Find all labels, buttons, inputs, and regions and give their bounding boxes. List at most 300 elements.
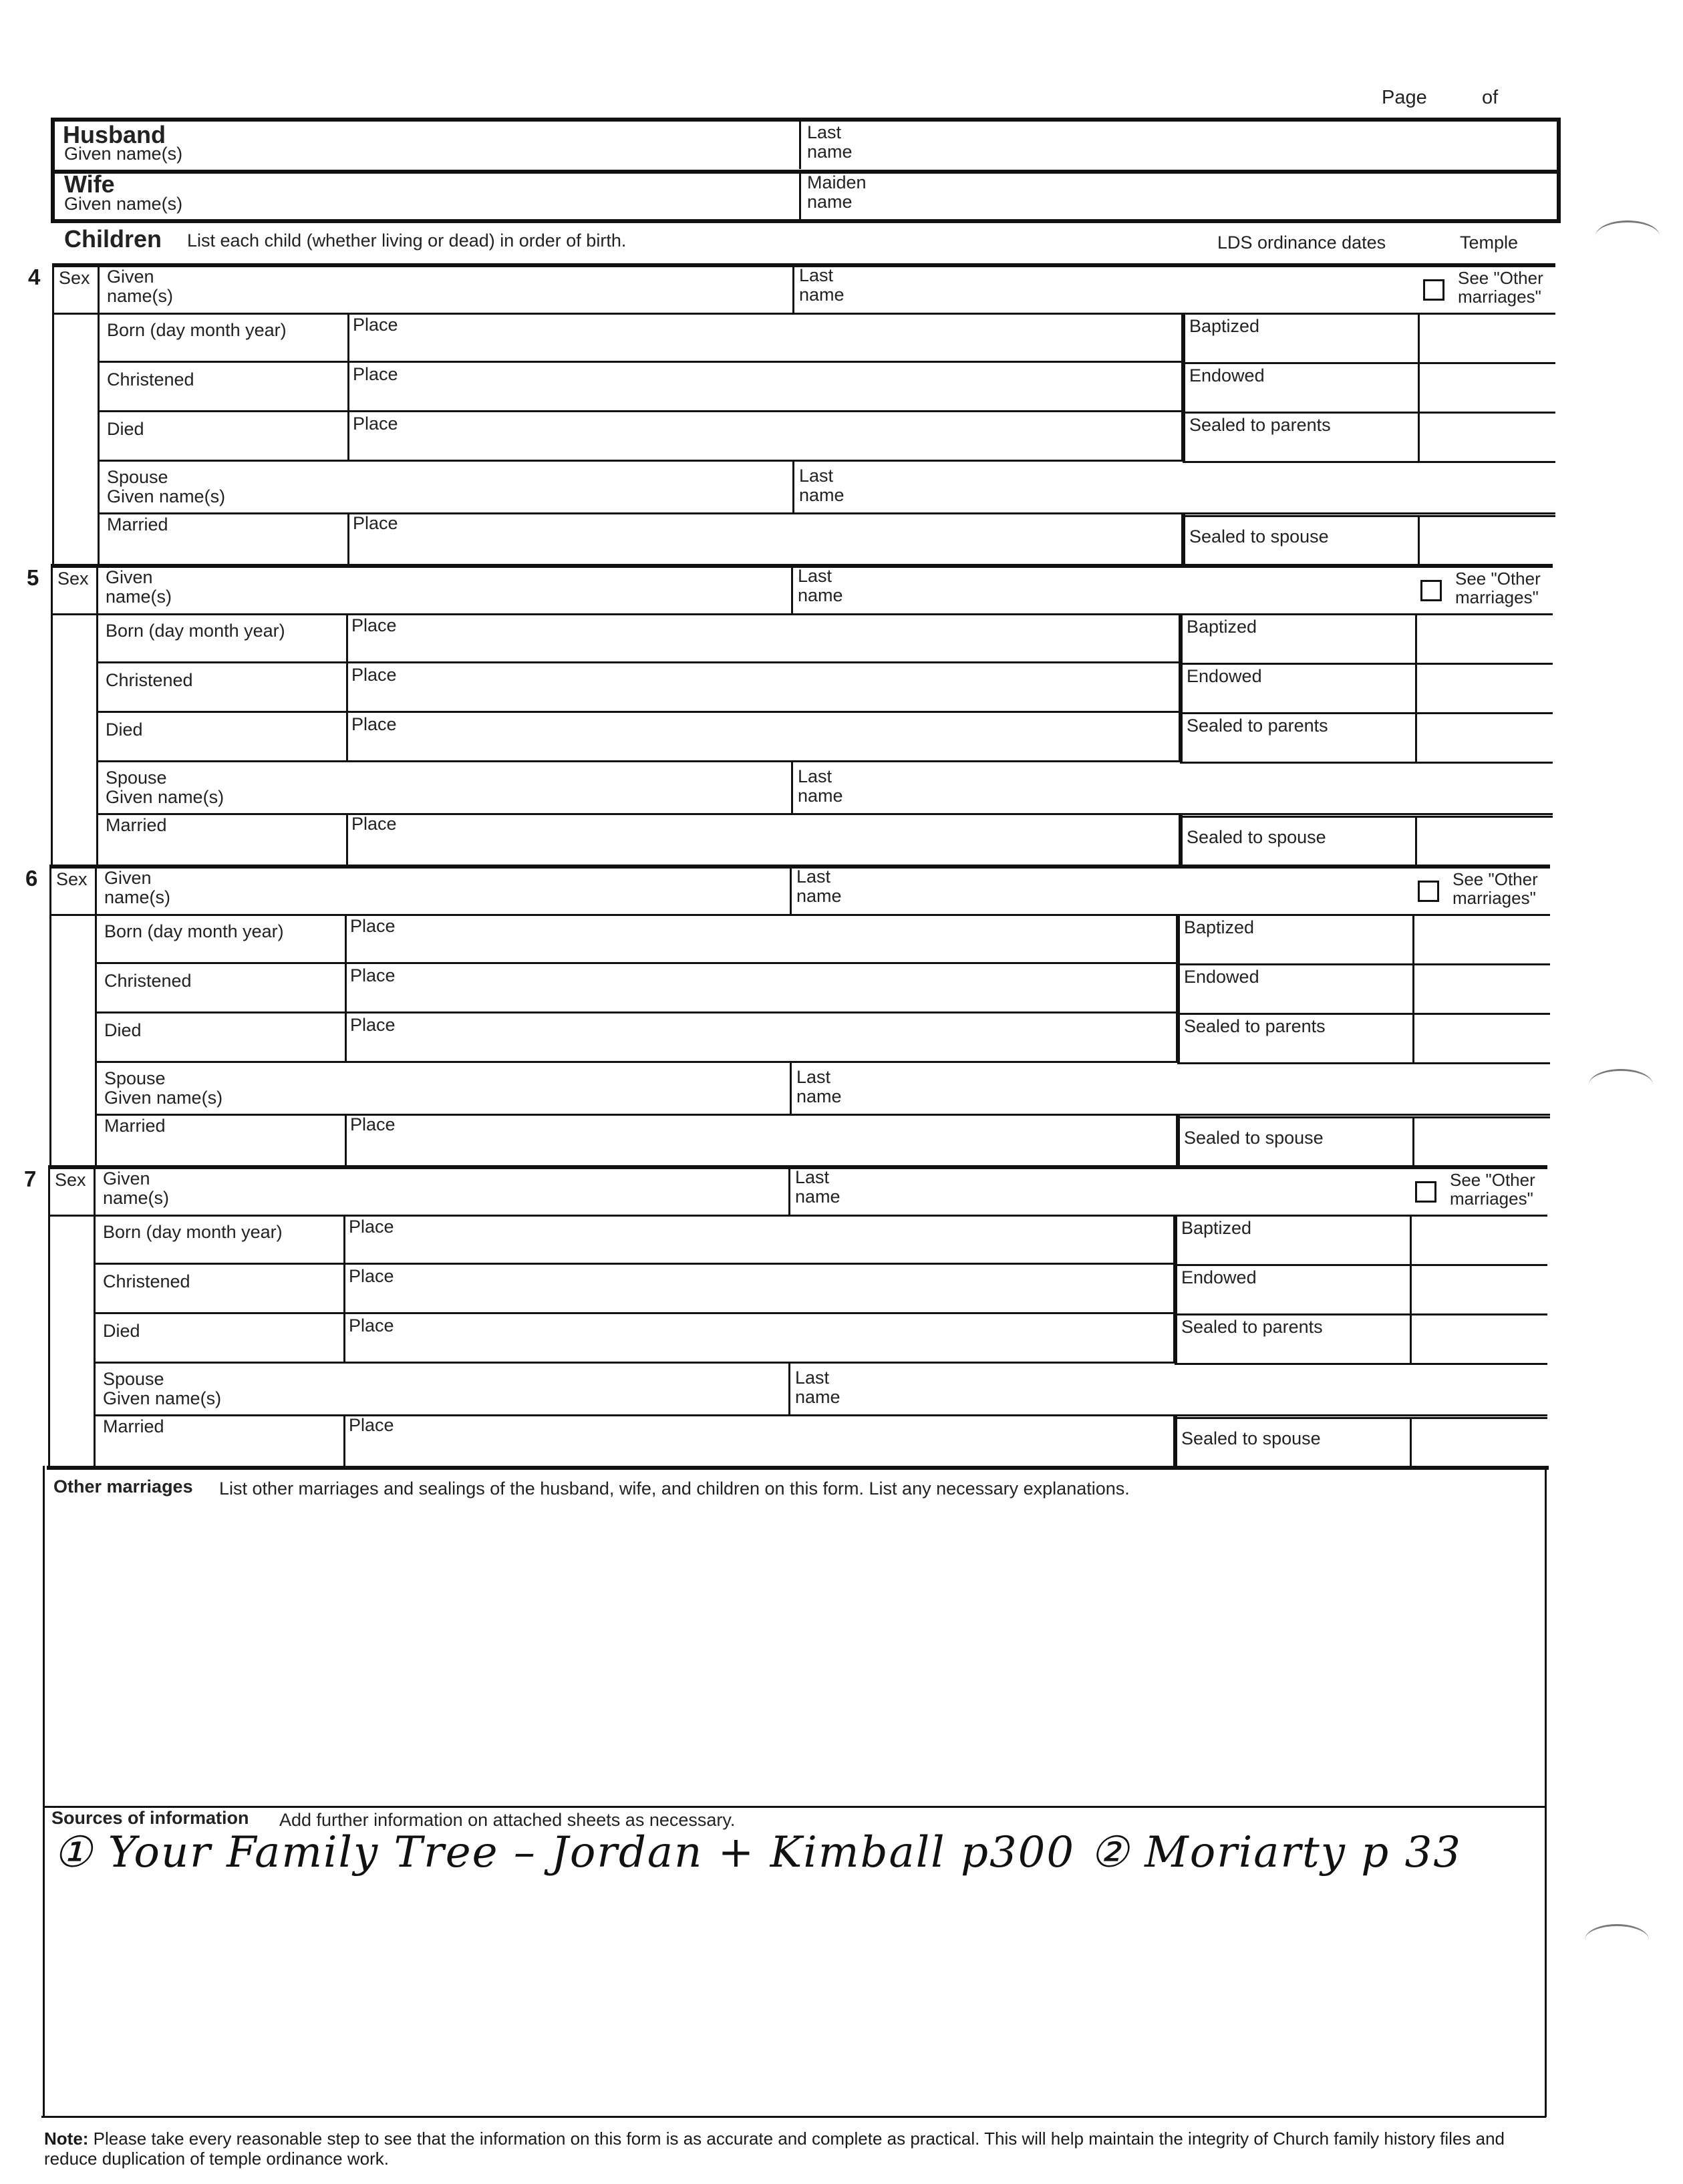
baptized-label: Baptized: [1184, 917, 1255, 937]
endowed-temple-field[interactable]: [1423, 367, 1550, 406]
binder-hole-mark: [1585, 1924, 1649, 1956]
born-label: Born (day month year): [107, 320, 287, 340]
born-place-label: Place: [350, 916, 396, 936]
row-line: [94, 1362, 1175, 1364]
died-place-field[interactable]: [417, 1018, 1167, 1054]
child-given-label: Given name(s): [107, 267, 174, 306]
given-last-divider: [791, 762, 793, 813]
sealed_parents-temple-field[interactable]: [1415, 1319, 1542, 1358]
married-place-label: Place: [350, 1114, 396, 1134]
child-inner-border: [96, 613, 98, 865]
lower-right-border: [1545, 1466, 1547, 2117]
sealed_parents-date-field[interactable]: [1189, 437, 1410, 457]
married-place-label: Place: [351, 814, 397, 834]
sealed_parents-temple-field[interactable]: [1418, 1018, 1545, 1057]
row-line: [94, 1414, 1547, 1416]
married-label: Married: [104, 1116, 166, 1136]
ordinance-divider: [1181, 313, 1185, 362]
temple-divider: [1415, 712, 1417, 762]
row-line: [1183, 412, 1555, 414]
christened-place-field[interactable]: [420, 367, 1172, 404]
married-date-field[interactable]: [203, 1438, 342, 1461]
sex-divider: [96, 565, 98, 613]
couple-divider: [799, 120, 801, 169]
married-label: Married: [107, 514, 168, 534]
married-date-field[interactable]: [207, 536, 346, 559]
other-marriages-field[interactable]: [49, 1505, 1543, 1802]
married-label: Married: [103, 1416, 164, 1436]
wife-title: Wife: [64, 170, 115, 198]
born-place-field[interactable]: [417, 919, 1167, 955]
temple-divider: [1410, 1264, 1412, 1313]
child-given-field[interactable]: [206, 569, 784, 609]
row-line: [52, 313, 1555, 315]
christened-place-field[interactable]: [418, 668, 1169, 704]
christened-date-field[interactable]: [321, 389, 346, 408]
row-line: [96, 760, 1180, 762]
temple-divider: [1418, 313, 1420, 362]
row-line: [1183, 515, 1555, 517]
row-line: [1180, 663, 1553, 665]
baptized-label: Baptized: [1181, 1218, 1252, 1238]
sex-label: Sex: [56, 869, 88, 889]
spouse-given-label: Spouse Given name(s): [104, 1068, 223, 1108]
born-label: Born (day month year): [104, 921, 284, 941]
given-last-divider: [790, 866, 792, 914]
died-place-label: Place: [349, 1315, 394, 1336]
child-left-border: [49, 866, 51, 1165]
child-inner-border: [94, 1215, 96, 1466]
christened-date-field[interactable]: [319, 689, 345, 708]
row-line: [1180, 816, 1553, 818]
sealed_parents-label: Sealed to parents: [1187, 716, 1328, 736]
temple-divider: [1415, 613, 1417, 663]
ordinance-divider: [1179, 663, 1183, 712]
row-line: [95, 1114, 1550, 1116]
place-divider: [347, 313, 349, 362]
lds-ordinance-dates-label: LDS ordinance dates: [1217, 232, 1386, 253]
given-last-divider: [791, 565, 793, 613]
row-line: [1175, 1264, 1547, 1266]
born-date-field[interactable]: [321, 339, 346, 358]
ordinance-divider: [1179, 613, 1183, 663]
couple-divider: [799, 172, 801, 221]
married-date-field[interactable]: [204, 1138, 343, 1160]
ordinance-divider: [1176, 1114, 1180, 1165]
christened-place-field[interactable]: [416, 1269, 1164, 1305]
married-place-field[interactable]: [417, 1119, 1167, 1159]
wife-maiden-label: Maiden name: [807, 172, 867, 212]
place-divider: [343, 1264, 345, 1313]
ordinance-divider: [1181, 362, 1185, 412]
children-bottom-line: [47, 1466, 1549, 1470]
christened-place-label: Place: [351, 665, 397, 685]
given-last-divider: [792, 461, 794, 512]
binder-hole-mark: [1589, 1069, 1653, 1100]
place-divider: [345, 963, 347, 1013]
born-label: Born (day month year): [106, 621, 285, 641]
child-left-border: [51, 565, 53, 865]
row-line: [1175, 1363, 1547, 1365]
christened-place-label: Place: [350, 965, 396, 985]
spouse-given-field[interactable]: [259, 767, 784, 807]
married-place-field[interactable]: [418, 818, 1169, 859]
other-marriages-checkbox[interactable]: [1418, 881, 1439, 902]
sealed-spouse-temple-field[interactable]: [1415, 1420, 1542, 1460]
sealed_parents-date-field[interactable]: [1184, 1038, 1404, 1058]
row-line: [98, 410, 1183, 412]
married-date-field[interactable]: [206, 837, 345, 860]
endowed-label: Endowed: [1181, 1267, 1257, 1287]
endowed-date-field[interactable]: [1189, 387, 1410, 408]
temple-divider: [1412, 963, 1414, 1013]
christened-place-label: Place: [353, 364, 398, 384]
see-other-marriages-label: See "Other marriages": [1452, 869, 1538, 908]
row-line: [95, 962, 1177, 964]
died-date-field[interactable]: [317, 1340, 342, 1359]
sealed_parents-label: Sealed to parents: [1184, 1016, 1326, 1036]
page-label: Page: [1382, 87, 1427, 108]
row-line: [1183, 362, 1555, 364]
sex-field[interactable]: [55, 588, 95, 611]
sources-title: Sources of information: [51, 1808, 249, 1828]
given-last-divider: [792, 265, 794, 313]
child-last-label: Last name: [796, 867, 842, 906]
row-line: [95, 1061, 1177, 1063]
temple-divider: [1412, 1116, 1414, 1165]
child-last-label: Last name: [799, 265, 845, 305]
see-other-marriages-label: See "Other marriages": [1458, 268, 1543, 307]
baptized-temple-field[interactable]: [1420, 619, 1547, 657]
baptized-label: Baptized: [1187, 617, 1257, 637]
other-marriages-checkbox[interactable]: [1415, 1181, 1436, 1203]
row-line: [96, 661, 1180, 663]
row-line: [1177, 1116, 1550, 1118]
child-given-label: Given name(s): [104, 868, 171, 907]
married-place-field[interactable]: [416, 1420, 1164, 1460]
spouse-last-field[interactable]: [863, 1068, 1537, 1108]
christened-date-field[interactable]: [317, 1291, 342, 1309]
binder-hole-mark: [1595, 220, 1660, 252]
of-label: of: [1482, 87, 1499, 108]
other-marriages-bottom-line: [43, 1806, 1546, 1808]
born-place-label: Place: [349, 1217, 394, 1237]
christened-label: Christened: [103, 1271, 190, 1291]
child-given-label: Given name(s): [103, 1168, 170, 1208]
temple-divider: [1415, 816, 1417, 865]
row-line: [98, 361, 1183, 363]
form-top-border: [52, 118, 1561, 122]
see-other-marriages-label: See "Other marriages": [1455, 569, 1541, 607]
temple-divider: [1415, 663, 1417, 712]
christened-date-field[interactable]: [318, 990, 343, 1009]
died-place-field[interactable]: [420, 417, 1172, 453]
sealed_parents-label: Sealed to parents: [1189, 415, 1331, 435]
temple-divider: [1410, 1215, 1412, 1264]
row-line: [94, 1312, 1175, 1314]
row-line: [95, 1011, 1177, 1013]
child-last-label: Last name: [795, 1167, 840, 1207]
child-left-border: [48, 1166, 50, 1466]
row-line: [1180, 762, 1553, 764]
temple-label: Temple: [1460, 232, 1519, 253]
temple-divider: [1412, 1013, 1414, 1062]
child-number: 5: [27, 565, 39, 590]
sealed-spouse-temple-field[interactable]: [1420, 818, 1547, 859]
row-line: [1177, 963, 1550, 965]
sex-label: Sex: [55, 1170, 86, 1190]
spouse-given-label: Spouse Given name(s): [107, 467, 226, 506]
temple-divider: [1418, 515, 1420, 564]
christened-label: Christened: [106, 670, 193, 690]
sealed_parents-temple-field[interactable]: [1423, 417, 1550, 456]
ordinance-divider: [1181, 412, 1185, 461]
row-line: [49, 914, 1550, 916]
place-divider: [347, 512, 349, 564]
child-last-field[interactable]: [866, 269, 1392, 309]
sealed-to-spouse-label: Sealed to spouse: [1181, 1428, 1321, 1448]
lower-left-border: [43, 1466, 45, 2117]
endowed-date-field[interactable]: [1184, 989, 1404, 1009]
given-last-divider: [788, 1166, 790, 1215]
child-last-field[interactable]: [862, 1171, 1384, 1211]
row-line: [1183, 461, 1555, 463]
spouse-last-label: Last name: [795, 1368, 840, 1407]
born-place-label: Place: [353, 315, 398, 335]
spouse-last-field[interactable]: [866, 466, 1542, 506]
died-place-label: Place: [351, 714, 397, 734]
sealed_parents-temple-field[interactable]: [1420, 718, 1547, 756]
sealed_parents-date-field[interactable]: [1181, 1339, 1402, 1359]
died-label: Died: [106, 720, 143, 740]
given-last-divider: [788, 1363, 790, 1414]
row-line: [48, 1215, 1547, 1217]
baptized-temple-field[interactable]: [1418, 919, 1545, 958]
baptized-date-field[interactable]: [1189, 338, 1410, 358]
spouse-given-label: Spouse Given name(s): [103, 1369, 222, 1408]
ordinance-divider: [1176, 914, 1180, 963]
temple-divider: [1410, 1313, 1412, 1363]
spouse-last-field[interactable]: [862, 1368, 1534, 1408]
temple-divider: [1412, 914, 1414, 963]
sources-bottom-line: [41, 2116, 1546, 2118]
married-place-label: Place: [349, 1415, 394, 1435]
husband-bottom-line: [52, 170, 1561, 174]
ordinance-divider: [1173, 1414, 1177, 1466]
spouse-last-label: Last name: [798, 766, 843, 806]
sex-label: Sex: [59, 268, 90, 288]
died-date-field[interactable]: [319, 739, 345, 758]
ordinance-divider: [1176, 963, 1180, 1013]
endowed-temple-field[interactable]: [1418, 969, 1545, 1007]
endowed-label: Endowed: [1184, 967, 1259, 987]
place-divider: [345, 1114, 347, 1165]
see-other-marriages-label: See "Other marriages": [1450, 1170, 1535, 1209]
endowed-date-field[interactable]: [1181, 1289, 1402, 1309]
christened-place-label: Place: [349, 1266, 394, 1286]
place-divider: [345, 1013, 347, 1062]
born-label: Born (day month year): [103, 1222, 283, 1242]
died-place-field[interactable]: [416, 1319, 1164, 1355]
born-place-field[interactable]: [420, 318, 1172, 354]
wife-name-field[interactable]: [808, 178, 1550, 212]
christened-place-field[interactable]: [417, 969, 1167, 1005]
ordinance-divider: [1179, 813, 1183, 865]
child-given-field[interactable]: [204, 870, 783, 910]
died-label: Died: [107, 419, 144, 439]
sex-divider: [98, 265, 100, 313]
child-given-field[interactable]: [203, 1171, 782, 1211]
died-date-field[interactable]: [321, 438, 346, 457]
spouse-last-field[interactable]: [865, 767, 1539, 807]
child-number: 7: [24, 1166, 37, 1191]
sources-instruction: Add further information on attached sheets as necessary.: [279, 1810, 736, 1830]
husband-last-label: Last name: [807, 122, 853, 162]
died-label: Died: [103, 1321, 140, 1341]
born-place-field[interactable]: [418, 619, 1169, 655]
died-place-field[interactable]: [418, 718, 1169, 754]
born-place-field[interactable]: [416, 1220, 1164, 1256]
spouse-given-label: Spouse Given name(s): [106, 768, 224, 807]
other-marriages-title: Other marriages: [53, 1476, 193, 1497]
other-marriages-checkbox[interactable]: [1420, 580, 1442, 601]
row-line: [1177, 1062, 1550, 1064]
row-line: [51, 613, 1553, 615]
row-line: [1175, 1313, 1547, 1315]
spouse-given-field[interactable]: [261, 466, 786, 506]
spouse-given-field[interactable]: [258, 1068, 783, 1108]
row-line: [96, 813, 1553, 815]
sealed-to-spouse-label: Sealed to spouse: [1189, 526, 1329, 547]
child-given-label: Given name(s): [106, 567, 172, 607]
married-place-label: Place: [353, 513, 398, 533]
wife-bottom-line: [52, 219, 1561, 223]
endowed-label: Endowed: [1187, 666, 1262, 686]
place-divider: [343, 1313, 345, 1363]
died-place-label: Place: [350, 1015, 396, 1035]
married-place-field[interactable]: [420, 518, 1172, 558]
died-label: Died: [104, 1020, 142, 1040]
child-last-field[interactable]: [863, 870, 1387, 910]
other-marriages-instruction: List other marriages and sealings of the husband, wife, and children on this form. List any necessary explanations.: [219, 1478, 1130, 1499]
row-line: [96, 711, 1180, 713]
note-text: Please take every reasonable step to see that the information on this form is as accurate and complete as practical. This will help maintain the integrity of Church family history files and reduce duplication of temple ordinance work.: [44, 2129, 1505, 2169]
given-last-divider: [790, 1062, 792, 1114]
sources-handwritten-entry[interactable]: ① Your Family Tree – Jordan + Kimball p300 ② Moriarty p 33: [53, 1828, 1462, 1877]
row-line: [98, 460, 1183, 462]
sex-divider: [95, 866, 97, 914]
note-title: Note:: [44, 2129, 89, 2149]
place-divider: [346, 663, 348, 712]
ordinance-divider: [1173, 1313, 1177, 1363]
sealed-spouse-temple-field[interactable]: [1423, 518, 1550, 558]
row-line: [1175, 1417, 1547, 1419]
husband-given-label: Given name(s): [64, 144, 183, 164]
sex-label: Sex: [57, 569, 89, 589]
place-divider: [346, 813, 348, 865]
spouse-last-label: Last name: [799, 466, 845, 505]
temple-divider: [1418, 412, 1420, 461]
place-divider: [343, 1215, 345, 1264]
baptized-date-field[interactable]: [1184, 939, 1404, 959]
born-place-label: Place: [351, 615, 397, 635]
place-divider: [347, 362, 349, 412]
endowed-temple-field[interactable]: [1420, 668, 1547, 707]
endowed-date-field[interactable]: [1187, 688, 1407, 708]
child-left-border: [52, 265, 54, 564]
child-inner-border: [98, 313, 100, 564]
born-date-field[interactable]: [318, 941, 343, 959]
sealed-to-spouse-label: Sealed to spouse: [1184, 1128, 1324, 1148]
husband-title: Husband: [63, 121, 166, 148]
endowed-label: Endowed: [1189, 365, 1265, 385]
sex-divider: [94, 1166, 96, 1215]
baptized-date-field[interactable]: [1181, 1240, 1402, 1260]
child-number: 4: [28, 265, 41, 289]
child-last-field[interactable]: [865, 569, 1390, 609]
temple-divider: [1418, 362, 1420, 412]
children-title: Children: [64, 225, 162, 253]
born-date-field[interactable]: [317, 1241, 342, 1260]
married-label: Married: [106, 815, 167, 835]
other-marriages-checkbox[interactable]: [1423, 279, 1444, 301]
ordinance-divider: [1173, 1264, 1177, 1313]
sealed_parents-date-field[interactable]: [1187, 738, 1407, 758]
temple-divider: [1410, 1417, 1412, 1466]
christened-label: Christened: [104, 971, 192, 991]
note-block: [44, 2129, 1521, 2169]
row-line: [94, 1263, 1175, 1265]
ordinance-divider: [1176, 1013, 1180, 1062]
row-line: [98, 512, 1555, 514]
spouse-given-field[interactable]: [257, 1368, 782, 1408]
christened-label: Christened: [107, 369, 194, 389]
sealed-spouse-temple-field[interactable]: [1418, 1119, 1545, 1159]
ordinance-divider: [1179, 712, 1183, 762]
row-line: [1177, 1013, 1550, 1015]
born-date-field[interactable]: [319, 640, 345, 659]
sex-field[interactable]: [52, 1189, 92, 1212]
baptized-temple-field[interactable]: [1415, 1220, 1542, 1259]
sex-field[interactable]: [56, 287, 96, 310]
child-given-field[interactable]: [207, 269, 786, 309]
ordinance-divider: [1181, 512, 1185, 564]
child-number: 6: [25, 866, 38, 891]
endowed-temple-field[interactable]: [1415, 1269, 1542, 1308]
died-date-field[interactable]: [318, 1040, 343, 1058]
baptized-temple-field[interactable]: [1423, 318, 1550, 357]
husband-name-field[interactable]: [808, 128, 1550, 163]
children-instruction: List each child (whether living or dead) in order of birth.: [187, 230, 627, 251]
place-divider: [347, 412, 349, 461]
wife-given-label: Given name(s): [64, 194, 183, 214]
baptized-date-field[interactable]: [1187, 639, 1407, 659]
spouse-last-label: Last name: [796, 1067, 842, 1106]
baptized-label: Baptized: [1189, 316, 1260, 336]
sex-field[interactable]: [53, 889, 94, 911]
child-last-label: Last name: [798, 566, 843, 605]
place-divider: [346, 712, 348, 762]
died-place-label: Place: [353, 414, 398, 434]
place-divider: [343, 1414, 345, 1466]
sealed_parents-label: Sealed to parents: [1181, 1317, 1323, 1337]
place-divider: [345, 914, 347, 963]
sealed-to-spouse-label: Sealed to spouse: [1187, 827, 1326, 847]
row-line: [1180, 712, 1553, 714]
ordinance-divider: [1173, 1215, 1177, 1264]
place-divider: [346, 613, 348, 663]
child-inner-border: [95, 914, 97, 1165]
